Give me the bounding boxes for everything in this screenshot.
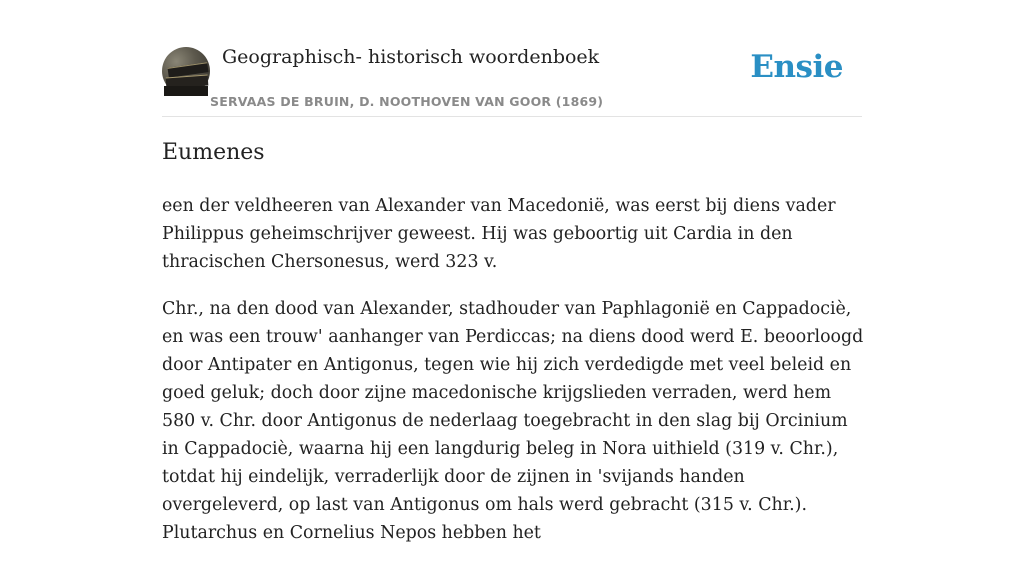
book-cover-avatar[interactable] — [162, 47, 210, 95]
entry-paragraph: een der veldheeren van Alexander van Macedonië, was eerst bij diens vader Philippus geheimschrijver geweest. Hij was geboortig uit Cardia in den thracischen Chersonesus, werd 323 v. — [162, 196, 836, 272]
entry-body — [162, 192, 866, 566]
book-authors-year: SERVAAS DE BRUIN, D. NOOTHOVEN VAN GOOR (1869) — [210, 94, 604, 109]
ensie-logo[interactable]: Ensie — [750, 49, 843, 85]
entry-title: Eumenes — [162, 140, 265, 165]
book-title[interactable]: Geographisch- historisch woordenboek — [222, 46, 600, 68]
book-header — [162, 0, 862, 117]
entry-paragraph: Chr., na den dood van Alexander, stadhouder van Paphlagonië en Cappadociè, en was een trouw' aanhanger van Perdiccas; na diens dood werd E. beoorloogd door Antipater en Antigonus, tegen wie hij zich verdedigde met veel beleid en goed geluk; doch door zijne macedonische krijgslieden verraden, werd hem 580 v. Chr. door Antigonus de nederlaag toegebracht in den slag bij Orcinium in Cappadociè, waarna hij een langdurig beleg in Nora uithield (319 v. Chr.), totdat hij eindelijk, verraderlijk door de zijnen in 'svijands handen overgeleverd, op last van Antigonus om hals werd gebracht (315 v. Chr.). Plutarchus en Cornelius Nepos hebben het — [162, 299, 864, 543]
